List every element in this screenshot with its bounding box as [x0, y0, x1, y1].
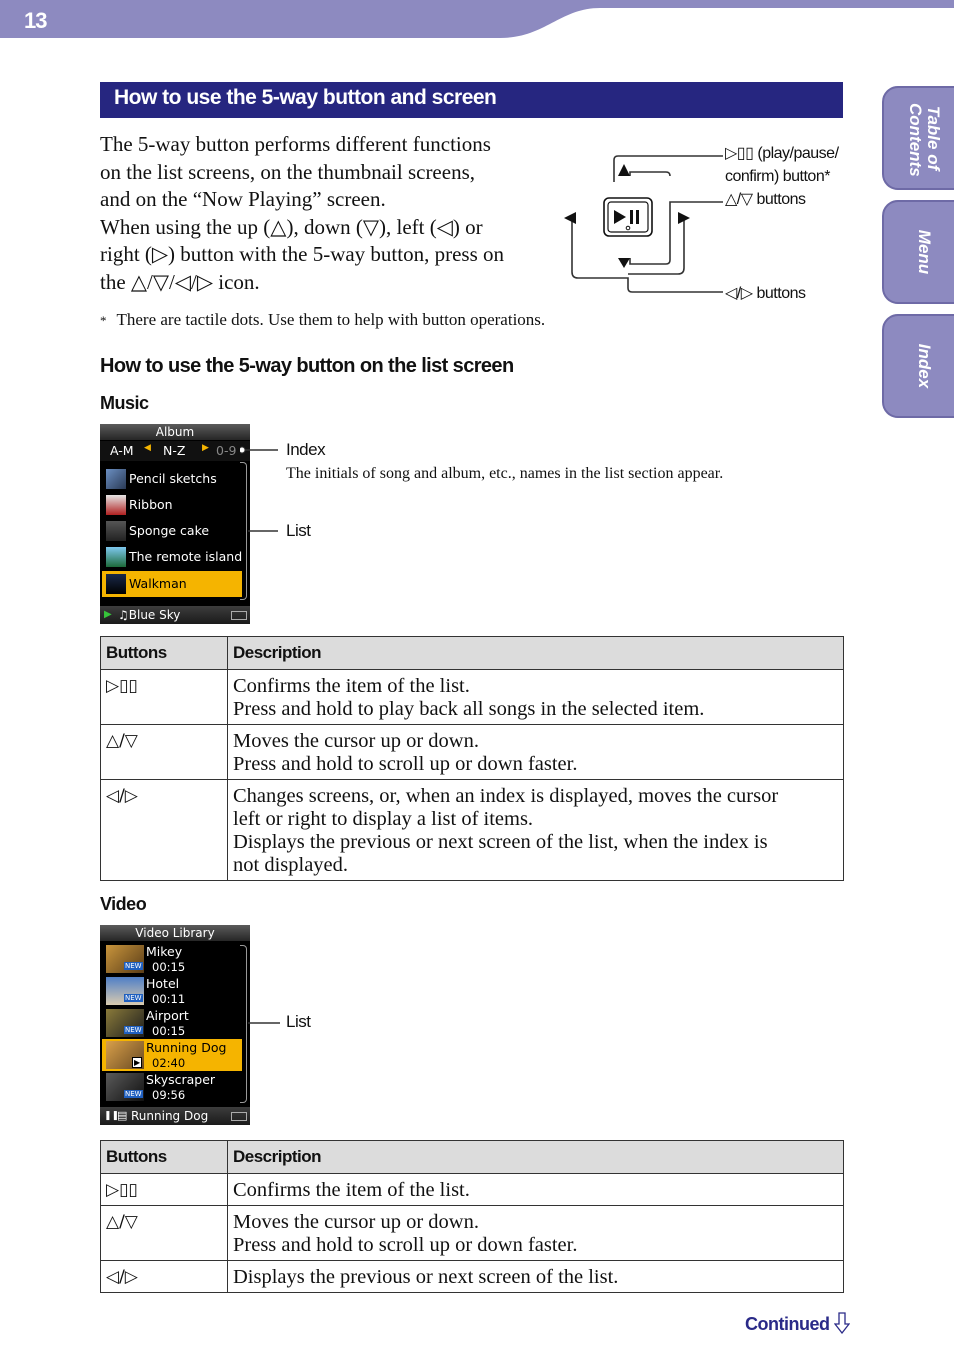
new-badge: NEW — [125, 1026, 142, 1034]
table-header-row — [101, 1141, 844, 1174]
table-row — [101, 725, 844, 780]
description-line: Moves the cursor up or down. — [233, 730, 479, 752]
tab-table-of-contents-label: Table of Contents — [906, 103, 943, 177]
tab-menu[interactable] — [882, 200, 954, 304]
footnote-mark: * — [100, 313, 107, 328]
description-cell — [228, 1206, 844, 1261]
description-line: Press and hold to play back all songs in the selected item. — [233, 698, 705, 720]
index-pointer-label: Index — [286, 440, 326, 459]
table-row — [101, 1261, 844, 1293]
intro-line: on the list screens, on the thumbnail screens, — [100, 159, 475, 184]
video-screen — [100, 925, 250, 1125]
video-list-pointer-label: List — [286, 1012, 311, 1031]
continued-label: Continued — [745, 1314, 830, 1334]
music-screen — [100, 424, 250, 624]
new-badge: NEW — [125, 962, 142, 970]
button-cell: ◁/▷ — [101, 780, 228, 881]
video-title: Running Dog — [146, 1040, 227, 1055]
video-duration: 00:15 — [152, 960, 186, 974]
description-cell — [228, 1174, 844, 1206]
index-a-m[interactable]: A-M — [110, 443, 134, 458]
battery-icon — [231, 611, 247, 620]
now-playing-title: Running Dog — [131, 1109, 209, 1123]
callout-left-right: ◁/▷ buttons — [725, 285, 806, 302]
page-number: 13 — [24, 8, 47, 33]
arrow-down-icon — [834, 1312, 850, 1334]
pause-icon: ❚❚ — [104, 1111, 120, 1121]
button-cell: △/▽ — [101, 1206, 228, 1261]
intro-line: the △/▽/◁/▷ icon. — [100, 269, 260, 294]
header-band — [0, 0, 954, 40]
now-playing-bar — [100, 1107, 250, 1125]
list-item[interactable] — [102, 492, 242, 518]
video-title: Mikey — [146, 944, 183, 959]
description-line: Press and hold to scroll up or down faster. — [233, 1234, 578, 1256]
index-pointer-description: The initials of song and album, etc., names in the list section appear. — [286, 465, 724, 482]
down-arrow-icon — [618, 258, 630, 268]
left-arrow-icon — [564, 212, 576, 224]
description-cell — [228, 780, 844, 881]
button-cell: ▷▯▯ — [101, 1174, 228, 1206]
album-thumbnail — [106, 547, 126, 567]
video-list-item-selected[interactable] — [102, 1039, 242, 1071]
list-screen-heading: How to use the 5-way button on the list screen — [100, 355, 514, 377]
table-header-row — [101, 637, 844, 670]
intro-line: The 5-way button performs different functions — [100, 132, 491, 156]
video-icon: ▤ — [117, 1109, 128, 1122]
footnote — [100, 310, 545, 330]
video-list-item[interactable] — [102, 943, 242, 975]
list-item-title: The remote island — [129, 549, 243, 564]
battery-icon — [231, 1112, 247, 1121]
intro-line: right (▷) button with the 5-way button, press on — [100, 242, 505, 266]
tab-index[interactable] — [882, 314, 954, 418]
list-item-title: Walkman — [129, 576, 187, 591]
list-item-selected[interactable] — [102, 571, 242, 597]
intro-paragraph — [100, 131, 562, 296]
button-cell: ◁/▷ — [101, 1261, 228, 1293]
five-way-button-diagram — [560, 140, 740, 300]
video-list-item[interactable] — [102, 975, 242, 1007]
video-label: Video — [100, 894, 147, 914]
index-left-arrow-icon: ◀ — [144, 443, 151, 453]
video-duration: 02:40 — [152, 1056, 186, 1070]
list-item[interactable] — [102, 544, 242, 570]
list-item[interactable] — [102, 518, 242, 544]
button-cell: ▷▯▯ — [101, 670, 228, 725]
description-line: Displays the previous or next screen of the list. — [233, 1266, 619, 1288]
video-list-item[interactable] — [102, 1007, 242, 1039]
intro-line: When using the up (△), down (▽), left (◁) or — [100, 214, 483, 239]
index-0-9[interactable]: 0-9 — [216, 443, 237, 458]
album-thumbnail — [106, 521, 126, 541]
index-bar — [100, 441, 250, 461]
description-line: not displayed. — [233, 854, 349, 876]
list-item[interactable] — [102, 466, 242, 492]
resume-badge: ▶ — [134, 1058, 141, 1067]
description-line: Changes screens, or, when an index is displayed, moves the cursor — [233, 785, 779, 807]
footnote-text: There are tactile dots. Use them to help with button operations. — [116, 310, 546, 329]
music-pointer-lines — [240, 440, 280, 540]
video-duration: 09:56 — [152, 1088, 186, 1102]
description-line: Displays the previous or next screen of the list, when the index is — [233, 831, 768, 853]
description-cell — [228, 725, 844, 780]
table-row — [101, 1174, 844, 1206]
tab-menu-label: Menu — [915, 229, 934, 275]
album-thumbnail — [106, 574, 126, 594]
video-duration: 00:11 — [152, 992, 186, 1006]
tab-table-of-contents[interactable] — [882, 86, 954, 190]
video-pointer-line — [244, 1015, 284, 1035]
now-playing-title: ♫Blue Sky — [118, 608, 181, 622]
callout-updown: △/▽ buttons — [725, 191, 806, 208]
description-cell — [228, 670, 844, 725]
callout-play-line1: ▷▯▯ (play/pause/ — [725, 145, 839, 162]
table-row — [101, 780, 844, 881]
video-screen-header: Video Library — [100, 925, 250, 941]
music-buttons-table — [100, 636, 844, 881]
video-title: Skyscraper — [146, 1072, 216, 1087]
list-item-title: Ribbon — [129, 497, 173, 512]
section-title-bar — [100, 82, 843, 118]
music-label: Music — [100, 393, 149, 413]
index-right-arrow-icon: ▶ — [202, 443, 209, 453]
list-item-title: Pencil sketchs — [129, 471, 217, 486]
list-pointer-label: List — [286, 521, 311, 540]
description-line: Moves the cursor up or down. — [233, 1211, 479, 1233]
video-list-item[interactable] — [102, 1071, 242, 1103]
column-header-buttons: Buttons — [101, 637, 228, 670]
callout-play-pause — [725, 142, 839, 211]
column-header-description: Description — [228, 1141, 844, 1174]
column-header-buttons: Buttons — [101, 1141, 228, 1174]
music-screen-header: Album — [100, 424, 250, 440]
now-playing-bar — [100, 606, 250, 624]
list-item-title: Sponge cake — [129, 523, 210, 538]
intro-line: and on the “Now Playing” screen. — [100, 187, 386, 211]
new-badge: NEW — [125, 994, 142, 1002]
column-header-description: Description — [228, 637, 844, 670]
description-line: Confirms the item of the list. — [233, 1179, 470, 1201]
up-arrow-icon — [618, 164, 630, 176]
tab-index-label: Index — [915, 343, 934, 389]
video-buttons-table — [100, 1140, 844, 1293]
callout-play-line2: confirm) button* — [725, 168, 830, 185]
video-title: Airport — [146, 1008, 189, 1023]
continued-link[interactable] — [745, 1312, 850, 1335]
table-row — [101, 1206, 844, 1261]
section-title: How to use the 5-way button and screen — [114, 86, 497, 109]
video-title: Hotel — [146, 976, 180, 991]
table-row — [101, 670, 844, 725]
description-line: Confirms the item of the list. — [233, 675, 470, 697]
description-line: left or right to display a list of items. — [233, 808, 534, 830]
description-line: Press and hold to scroll up or down faster. — [233, 753, 578, 775]
description-cell — [228, 1261, 844, 1293]
new-badge: NEW — [125, 1090, 142, 1098]
play-icon: ▶ — [104, 609, 112, 620]
album-thumbnail — [106, 469, 126, 489]
video-duration: 00:15 — [152, 1024, 186, 1038]
album-thumbnail — [106, 495, 126, 515]
index-n-z[interactable]: N-Z — [163, 443, 186, 458]
button-cell: △/▽ — [101, 725, 228, 780]
